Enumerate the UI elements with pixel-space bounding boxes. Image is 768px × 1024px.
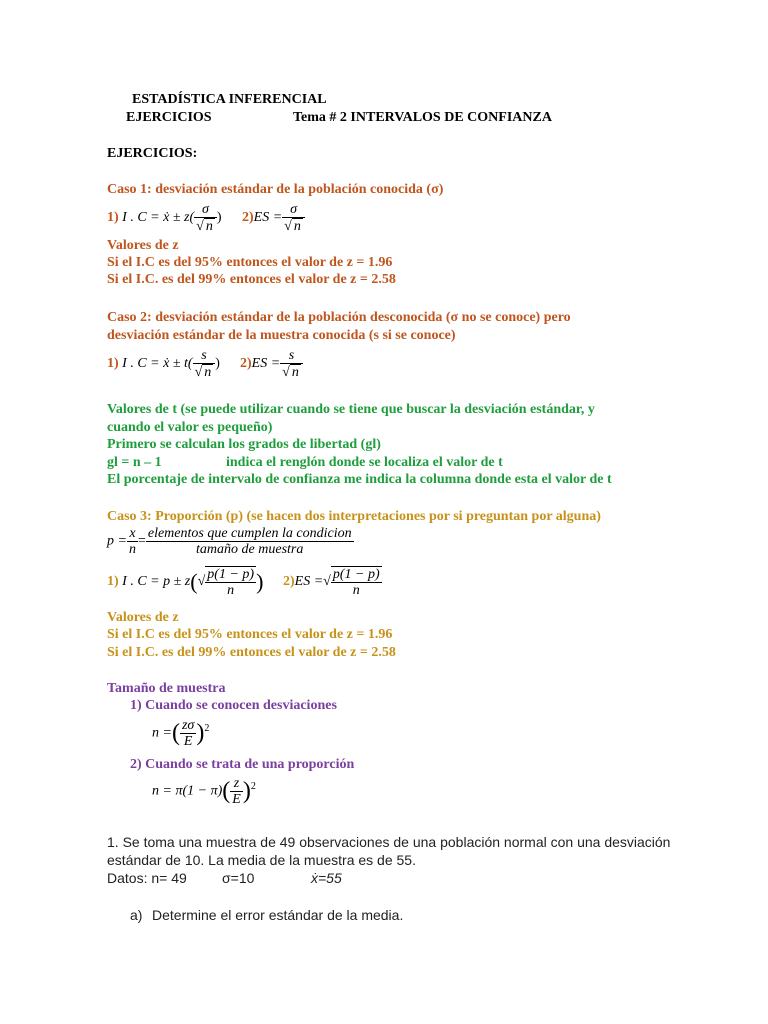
- tamano-title: Tamaño de muestra: [107, 681, 226, 696]
- tamano-item1: 1) Cuando se conocen desviaciones: [130, 698, 337, 713]
- problem-line1: 1. Se toma una muestra de 49 observaciones de una población normal con una desviación: [107, 834, 671, 850]
- problem-datos-mean: ẋ=55: [311, 870, 342, 886]
- document-subtitle-right: Tema # 2 INTERVALOS DE CONFIANZA: [293, 110, 552, 125]
- caso2-formula-es: 2)ES = $\frac{s}{√ n}$: [240, 348, 303, 380]
- caso2-line2: cuando el valor es pequeño): [107, 420, 273, 435]
- problem-line2: estándar de 10. La media de la muestra es de 55.: [107, 852, 416, 868]
- tamano-item2: 2) Cuando se trata de una proporción: [130, 757, 355, 772]
- caso3-formula-es: 2)ES =√ $\frac{p(1 - p)}{n}$: [283, 567, 380, 598]
- caso1-formula-ic: 1) I . C = ẋ ± z( $\frac{\sigma}{√ n}$ ): [107, 202, 222, 234]
- caso1-f1-label: 1): [107, 210, 119, 226]
- caso3-line2: Si el I.C. es del 99% entonces el valor de z = 2.58: [107, 645, 396, 660]
- caso3-line1: Si el I.C es del 95% entonces el valor de z = 1.96: [107, 627, 393, 642]
- problem-datos-sigma: σ=10: [222, 870, 255, 886]
- problem-item-a-label: a): [130, 907, 143, 923]
- caso2-line1: Valores de t (se puede utilizar cuando se tiene que buscar la desviación estándar, y: [107, 402, 595, 417]
- document-subtitle-left: EJERCICIOS: [126, 110, 212, 125]
- problem-item-a: Determine el error estándar de la media.: [152, 907, 404, 923]
- caso1-line1: Si el I.C es del 95% entonces el valor de z = 1.96: [107, 255, 393, 270]
- caso3-title: Caso 3: Proporción (p) (se hacen dos interpretaciones por si preguntan por alguna): [107, 509, 601, 524]
- caso2-line4a: gl = n – 1: [107, 455, 162, 470]
- caso1-title: Caso 1: desviación estándar de la población conocida (σ): [107, 182, 444, 197]
- caso3-heading: Valores de z: [107, 610, 179, 625]
- problem-datos-n: Datos: n= 49: [107, 870, 187, 886]
- tamano-formula1: n =( $\frac{z\sigma}{E}$ )$^2$: [152, 718, 210, 749]
- caso2-title-line1: Caso 2: desviación estándar de la población desconocida (σ no se conoce) pero: [107, 310, 571, 325]
- caso1-f1-lhs: I . C = ẋ ± z(: [122, 210, 195, 226]
- section-title: EJERCICIOS:: [107, 146, 198, 161]
- caso2-line5: El porcentaje de intervalo de confianza me indica la columna donde esta el valor de t: [107, 472, 612, 487]
- caso2-title-line2: desviación estándar de la muestra conocida (s si se conoce): [107, 328, 456, 343]
- caso2-line3: Primero se calculan los grados de libertad (gl): [107, 437, 381, 452]
- caso2-formula-ic: 1) I . C = ẋ ± t( $\frac{s}{√ n}$ ): [107, 348, 220, 380]
- caso3-formula-ic: 1) I . C = p ± z(√ $\frac{p(1 - p)}{n}$ ): [107, 567, 264, 598]
- caso1-f1-frac: $\frac{\sigma}{√ n}$: [194, 202, 217, 234]
- tamano-formula2: n = π(1 − π)( $\frac{z}{E}$ )$^2$: [152, 776, 256, 807]
- document-title: ESTADÍSTICA INFERENCIAL: [132, 92, 327, 107]
- caso1-heading: Valores de z: [107, 238, 179, 253]
- caso1-formula-es: 2)ES = $\frac{\sigma}{√ n}$: [242, 202, 305, 234]
- caso1-line2: Si el I.C. es del 99% entonces el valor de z = 2.58: [107, 272, 396, 287]
- caso2-line4b: indica el renglón donde se localiza el valor de t: [226, 455, 503, 470]
- caso3-formula-p: p = $\frac{x}{n}$ = $\frac{\text{elementos que cumplen la condicion}}{\text{tamaño de muestra}}$: [107, 526, 352, 557]
